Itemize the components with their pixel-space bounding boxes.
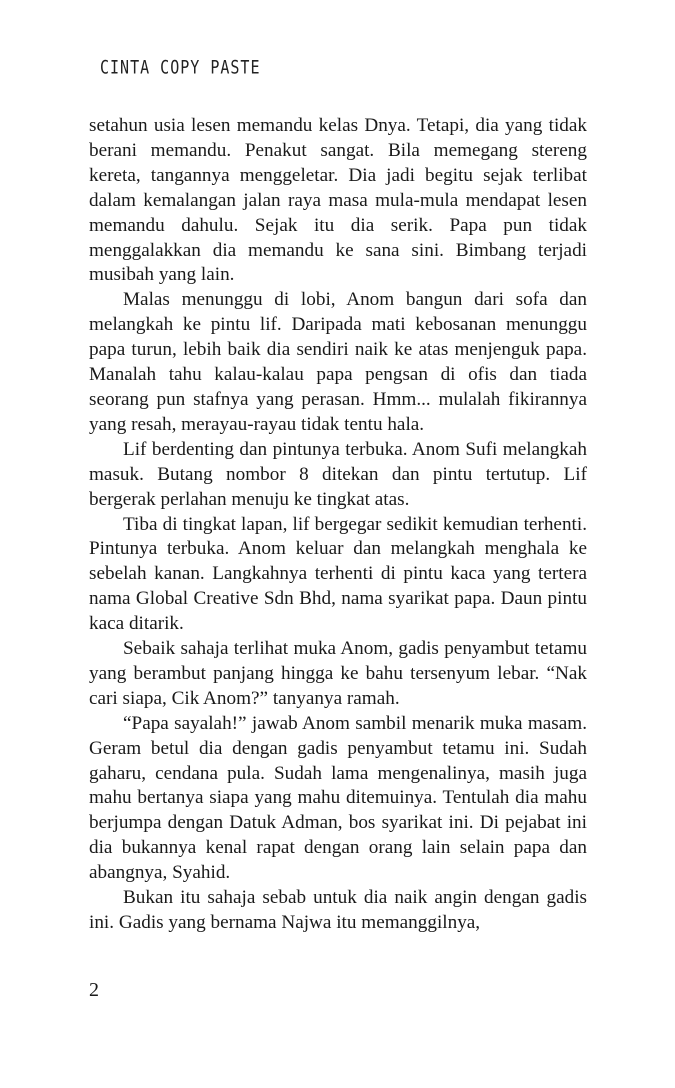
paragraph-1: setahun usia lesen memandu kelas Dnya. Tetapi, dia yang tidak berani memandu. Penakut sangat. Bila memegang stereng kereta, tangannya menggeletar. Dia jadi begitu sejak terlibat dalam kemalangan jalan raya masa mula-mula mendapat lesen memandu dahulu. Sejak itu dia serik. Papa pun tidak menggalakkan dia memandu ke sana sini. Bimbang terjadi musibah yang lain. — [89, 115, 587, 286]
paragraph-4: Tiba di tingkat lapan, lif bergegar sedikit kemudian terhenti. Pintunya terbuka. Anom keluar dan melangkah menghala ke sebelah kanan. Langkahnya terhenti di pintu kaca yang tertera nama Global Creative Sdn Bhd, nama syarikat papa. Daun pintu kaca ditarik. — [89, 513, 587, 635]
paragraph-5: Sebaik sahaja terlihat muka Anom, gadis penyambut tetamu yang berambut panjang hingga ke bahu tersenyum lebar. “Nak cari siapa, Cik Anom?” tanyanya ramah. — [89, 638, 587, 709]
body-text — [89, 114, 587, 936]
paragraph-7: Bukan itu sahaja sebab untuk dia naik angin dengan gadis ini. Gadis yang bernama Najwa itu memanggilnya, — [89, 887, 587, 933]
paragraph-6: “Papa sayalah!” jawab Anom sambil menarik muka masam. Geram betul dia dengan gadis penyambut tetamu ini. Sudah gaharu, cendana pula. Sudah lama mengenalinya, masih juga mahu bertanya siapa yang mahu ditemuinya. Tentulah dia mahu berjumpa dengan Datuk Adman, bos syarikat ini. Di pejabat ini dia bukannya kenal rapat dengan orang lain selain papa dan abangnya, Syahid. — [89, 712, 587, 884]
paragraph-3: Lif berdenting dan pintunya terbuka. Anom Sufi melangkah masuk. Butang nombor 8 ditekan dan pintu tertutup. Lif bergerak perlahan menuju ke tingkat atas. — [89, 438, 587, 510]
paragraph-2: Malas menunggu di lobi, Anom bangun dari sofa dan melangkah ke pintu lif. Daripada mati kebosanan menunggu papa turun, lebih baik dia sendiri naik ke atas menjenguk papa. Manalah tahu kalau-kalau papa pengsan di ofis dan tiada seorang pun stafnya yang perasan. Hmm... mulalah fikirannya yang resah, merayau-rayau tidak tentu hala. — [89, 289, 587, 435]
page-number: 2 — [89, 979, 99, 1001]
running-header: CINTA COPY PASTE — [100, 56, 261, 79]
